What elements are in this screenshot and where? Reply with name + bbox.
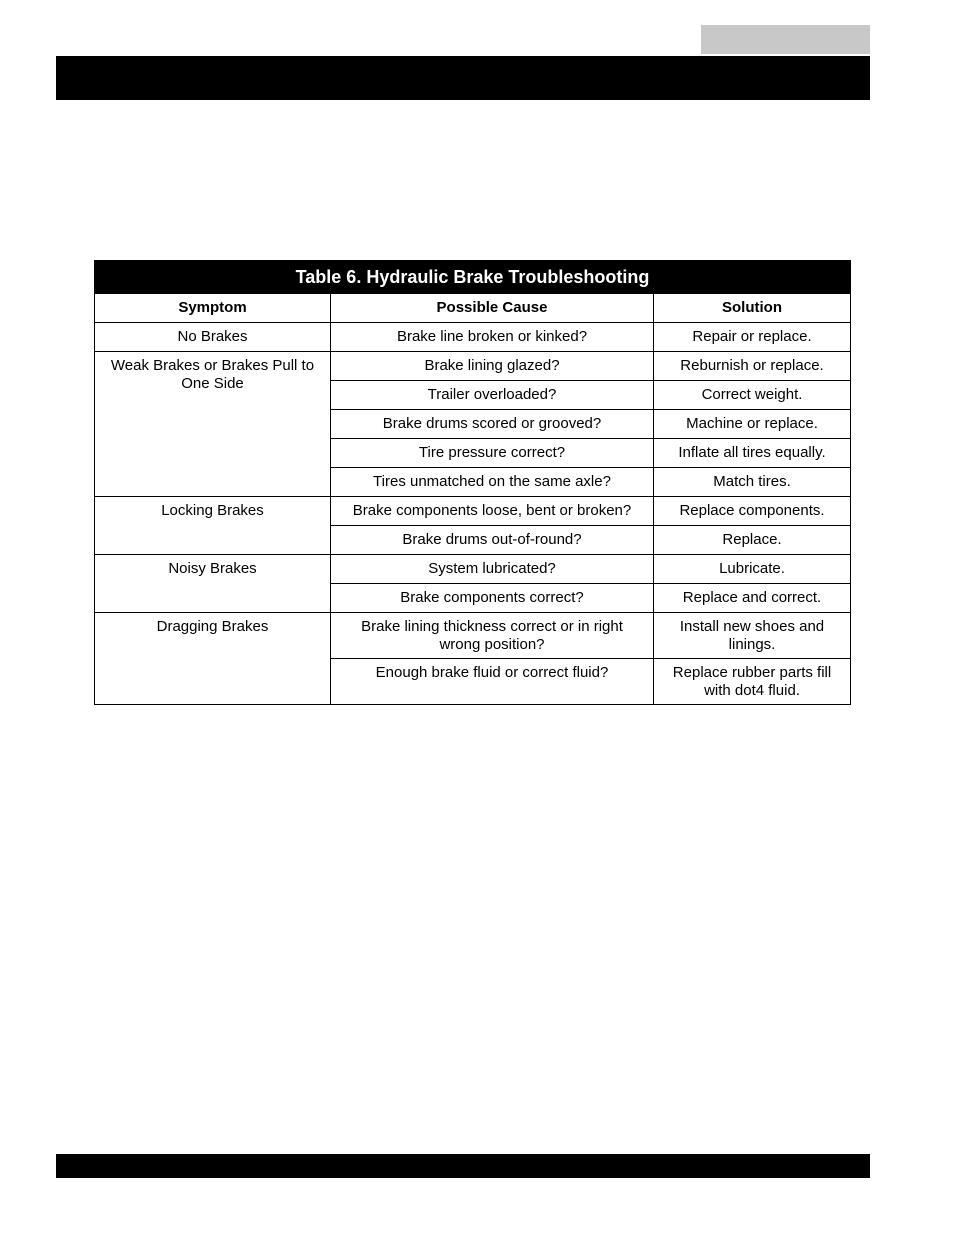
- cause-cell: Brake lining thickness correct or in right wrong position?: [331, 613, 654, 659]
- troubleshooting-table-container: [94, 260, 850, 705]
- symptom-cell: Locking Brakes: [95, 497, 331, 555]
- cause-cell: Brake components loose, bent or broken?: [331, 497, 654, 526]
- solution-cell: Install new shoes and linings.: [654, 613, 851, 659]
- cause-cell: System lubricated?: [331, 555, 654, 584]
- table-row: [95, 613, 851, 659]
- column-header-solution: Solution: [654, 294, 851, 323]
- symptom-cell: No Brakes: [95, 323, 331, 352]
- cause-cell: Enough brake fluid or correct fluid?: [331, 659, 654, 705]
- table-body: [95, 323, 851, 705]
- cause-cell: Brake drums scored or grooved?: [331, 410, 654, 439]
- header-bar: [56, 56, 870, 100]
- symptom-cell: Dragging Brakes: [95, 613, 331, 705]
- solution-cell: Replace.: [654, 526, 851, 555]
- cause-cell: Brake line broken or kinked?: [331, 323, 654, 352]
- table-row: [95, 323, 851, 352]
- table-row: [95, 497, 851, 526]
- header-tab: [701, 25, 870, 54]
- footer-bar: [56, 1154, 870, 1178]
- cause-cell: Tires unmatched on the same axle?: [331, 468, 654, 497]
- solution-cell: Correct weight.: [654, 381, 851, 410]
- cause-cell: Trailer overloaded?: [331, 381, 654, 410]
- symptom-cell: Weak Brakes or Brakes Pull to One Side: [95, 352, 331, 497]
- table-title: Table 6. Hydraulic Brake Troubleshooting: [95, 261, 851, 294]
- column-header-cause: Possible Cause: [331, 294, 654, 323]
- solution-cell: Replace rubber parts fill with dot4 fluid.: [654, 659, 851, 705]
- solution-cell: Repair or replace.: [654, 323, 851, 352]
- solution-cell: Reburnish or replace.: [654, 352, 851, 381]
- column-header-symptom: Symptom: [95, 294, 331, 323]
- solution-cell: Replace components.: [654, 497, 851, 526]
- solution-cell: Match tires.: [654, 468, 851, 497]
- table-row: [95, 555, 851, 584]
- symptom-cell: Noisy Brakes: [95, 555, 331, 613]
- table-row: [95, 352, 851, 381]
- solution-cell: Lubricate.: [654, 555, 851, 584]
- troubleshooting-table: [94, 260, 851, 705]
- cause-cell: Brake components correct?: [331, 584, 654, 613]
- solution-cell: Inflate all tires equally.: [654, 439, 851, 468]
- cause-cell: Tire pressure correct?: [331, 439, 654, 468]
- solution-cell: Replace and correct.: [654, 584, 851, 613]
- cause-cell: Brake lining glazed?: [331, 352, 654, 381]
- solution-cell: Machine or replace.: [654, 410, 851, 439]
- cause-cell: Brake drums out-of-round?: [331, 526, 654, 555]
